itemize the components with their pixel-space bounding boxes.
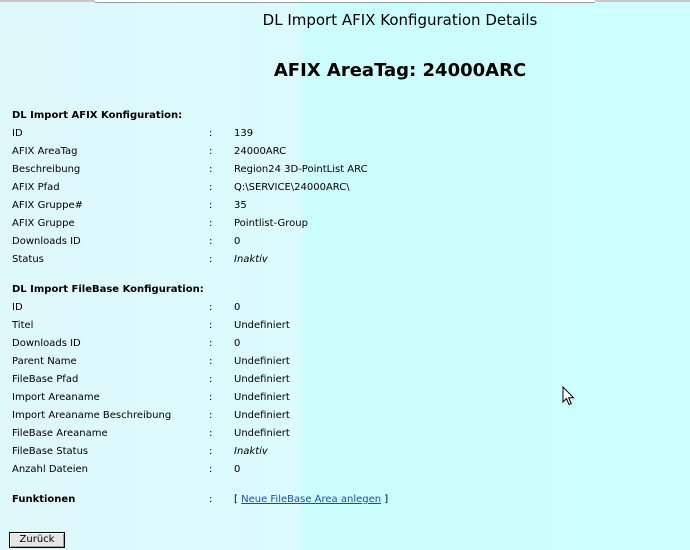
row-label: AFIX Gruppe# (12, 200, 83, 211)
row-separator: : (209, 446, 213, 457)
row-separator: : (209, 302, 213, 313)
afix-row-beschreibung (0, 164, 690, 182)
row-label: AFIX AreaTag (12, 146, 78, 157)
bracket-open: [ (234, 494, 238, 505)
row-label: Titel (12, 320, 34, 331)
row-value: Undefiniert (234, 428, 290, 439)
row-separator: : (209, 356, 213, 367)
row-separator: : (209, 200, 213, 211)
afix-section-title: DL Import AFIX Konfiguration: (12, 110, 183, 121)
row-separator: : (209, 128, 213, 139)
row-value: Q:\SERVICE\24000ARC\ (234, 182, 350, 193)
row-label: AFIX Gruppe (12, 218, 75, 229)
row-label: Beschreibung (12, 164, 81, 175)
afix-row-gruppe-nr (0, 200, 690, 218)
filebase-row-import-areaname-beschreibung (0, 410, 690, 428)
functions-value (234, 494, 388, 505)
row-separator: : (209, 494, 213, 505)
back-button[interactable]: Zurück (9, 532, 65, 548)
row-label: FileBase Areaname (12, 428, 108, 439)
row-value: Undefiniert (234, 410, 290, 421)
filebase-row-pfad (0, 374, 690, 392)
filebase-row-areaname (0, 428, 690, 446)
row-separator: : (209, 464, 213, 475)
row-separator: : (209, 182, 213, 193)
afix-row-status (0, 254, 690, 272)
row-value: Undefiniert (234, 320, 290, 331)
row-separator: : (209, 320, 213, 331)
row-value: 24000ARC (234, 146, 287, 157)
afix-row-areatag (0, 146, 690, 164)
filebase-row-titel (0, 320, 690, 338)
row-label: Import Areaname (12, 392, 100, 403)
row-separator: : (209, 374, 213, 385)
row-separator: : (209, 428, 213, 439)
status-value: Inaktiv (234, 254, 268, 265)
status-value: Inaktiv (234, 446, 268, 457)
row-value: Undefiniert (234, 356, 290, 367)
row-separator: : (209, 410, 213, 421)
row-separator: : (209, 218, 213, 229)
row-label: FileBase Pfad (12, 374, 79, 385)
filebase-row-anzahl-dateien (0, 464, 690, 482)
afix-row-pfad (0, 182, 690, 200)
row-value: Region24 3D-PointList ARC (234, 164, 368, 175)
filebase-section-title: DL Import FileBase Konfiguration: (12, 284, 204, 295)
mouse-pointer-icon (562, 386, 576, 406)
functions-row (0, 494, 690, 512)
row-value: Undefiniert (234, 392, 290, 403)
page-title: DL Import AFIX Konfiguration Details (262, 11, 538, 29)
afix-row-id (0, 128, 690, 146)
row-label: FileBase Status (12, 446, 89, 457)
row-separator: : (209, 392, 213, 403)
filebase-row-parent-name (0, 356, 690, 374)
row-value: 0 (234, 236, 241, 247)
row-label: ID (12, 128, 23, 139)
row-value: 0 (234, 302, 241, 313)
filebase-row-import-areaname (0, 392, 690, 410)
browser-tab-edge (95, 0, 595, 3)
row-value: Undefiniert (234, 374, 290, 385)
filebase-row-status (0, 446, 690, 464)
row-separator: : (209, 146, 213, 157)
browser-top-edge (0, 0, 690, 2)
afix-row-gruppe (0, 218, 690, 236)
row-value: 0 (234, 464, 241, 475)
bracket-close: ] (384, 494, 389, 505)
row-value: 139 (234, 128, 254, 139)
row-separator: : (209, 338, 213, 349)
row-label: Downloads ID (12, 236, 81, 247)
row-label: Import Areaname Beschreibung (12, 410, 172, 421)
row-label: Status (12, 254, 44, 265)
row-value: 0 (234, 338, 241, 349)
new-filebase-area-link[interactable]: Neue FileBase Area anlegen (241, 494, 382, 505)
row-value: 35 (234, 200, 247, 211)
row-separator: : (209, 254, 213, 265)
afix-row-downloads-id (0, 236, 690, 254)
filebase-row-downloads-id (0, 338, 690, 356)
row-label: AFIX Pfad (12, 182, 60, 193)
row-separator: : (209, 164, 213, 175)
row-label: Downloads ID (12, 338, 81, 349)
row-value: Pointlist-Group (234, 218, 308, 229)
row-separator: : (209, 236, 213, 247)
row-label: ID (12, 302, 23, 313)
functions-label: Funktionen (12, 494, 76, 505)
area-title: AFIX AreaTag: 24000ARC (273, 60, 527, 81)
row-label: Parent Name (12, 356, 77, 367)
filebase-row-id (0, 302, 690, 320)
row-label: Anzahl Dateien (12, 464, 89, 475)
